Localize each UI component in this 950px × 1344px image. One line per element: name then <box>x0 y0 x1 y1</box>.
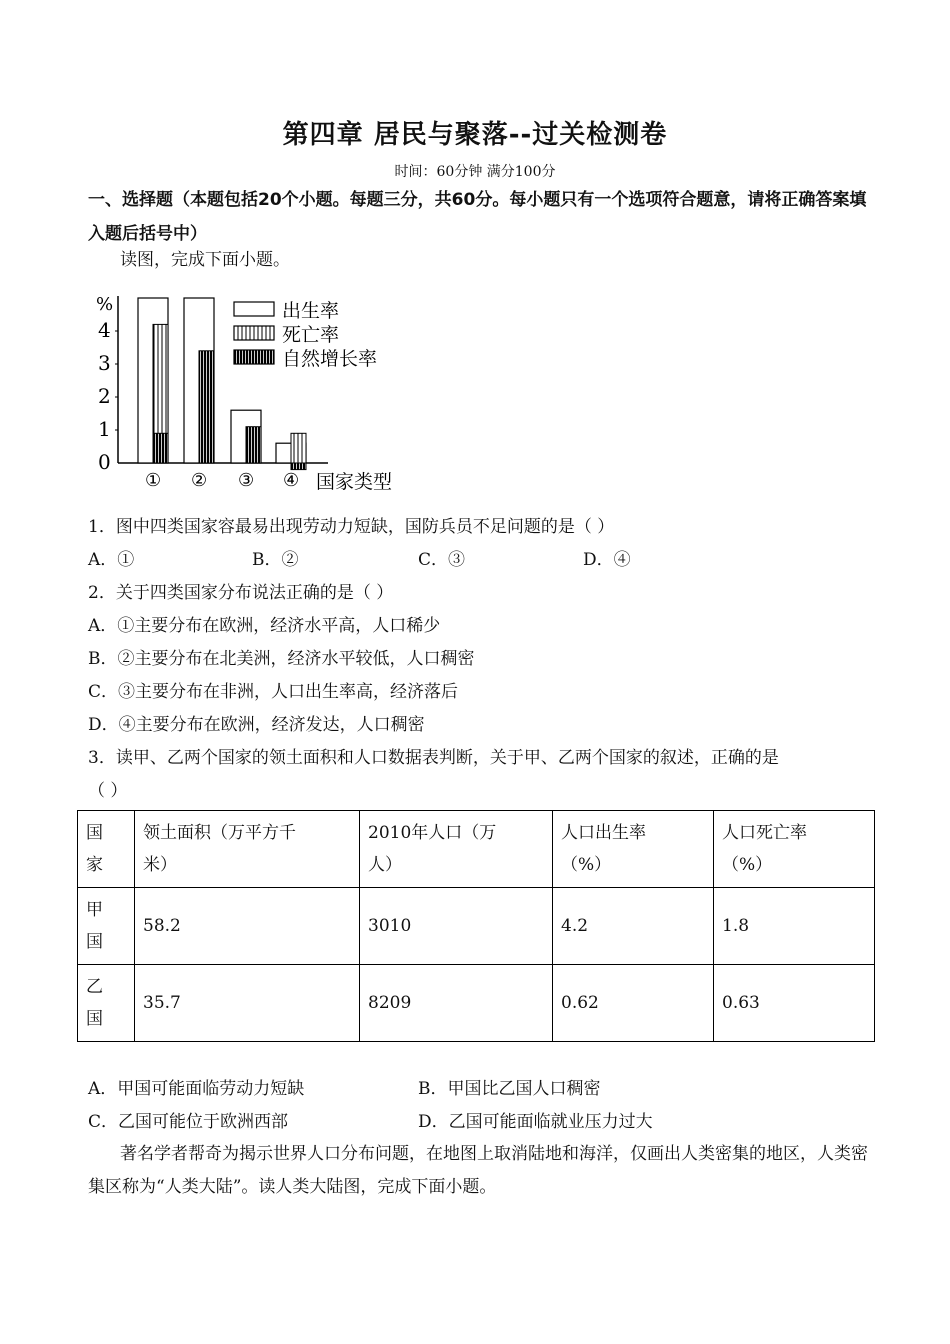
x-axis-label: 国家类型 <box>316 471 393 493</box>
cell-population: 3010 <box>360 888 553 965</box>
population-chart <box>88 288 418 498</box>
section-heading: 一、选择题（本题包括20个小题。每题三分，共60分。每小题只有一个选项符合题意，请将正确答案填入题后括号中） <box>88 190 867 244</box>
y-tick-label: 2 <box>98 384 111 408</box>
header-country: 国 家 <box>78 811 135 888</box>
cell-birth-rate: 4.2 <box>553 888 714 965</box>
header-population: 2010年人口（万 人） <box>360 811 553 888</box>
legend-death-rate-swatch <box>234 326 274 340</box>
passage-text: 著名学者帮奇为揭示世界人口分布问题，在地图上取消陆地和海洋，仅画出人类密集的地区，人类密集区称为“人类大陆”。读人类大陆图，完成下面小题。 <box>88 1144 868 1197</box>
q1-option-c[interactable]: C．③ <box>418 550 466 570</box>
legend-natural-growth-label: 自然增长率 <box>282 348 378 370</box>
q3-stem: 3．读甲、乙两个国家的领土面积和人口数据表判断，关于甲、乙两个国家的叙述，正确的是 <box>88 748 779 768</box>
natural-growth-bar <box>199 351 214 463</box>
cell-population: 8209 <box>360 965 553 1042</box>
q3-option-a[interactable]: A．甲国可能面临劳动力短缺 <box>88 1079 305 1099</box>
legend-birth-rate-swatch <box>234 302 274 316</box>
header-death-rate: 人口死亡率 （%） <box>714 811 875 888</box>
legend-natural-growth-swatch <box>234 350 274 364</box>
cell-area: 35.7 <box>135 965 360 1042</box>
cell-birth-rate: 0.62 <box>553 965 714 1042</box>
q2-option-b[interactable]: B．②主要分布在北美洲，经济水平较低，人口稠密 <box>88 649 475 669</box>
country-data-table <box>77 810 875 1042</box>
q2-option-d[interactable]: D．④主要分布在欧洲，经济发达，人口稠密 <box>88 715 425 735</box>
table-row <box>78 965 875 1042</box>
y-tick-label: 1 <box>98 417 111 441</box>
cell-death-rate: 0.63 <box>714 965 875 1042</box>
q1-option-b[interactable]: B．② <box>252 550 299 570</box>
legend-death-rate-label: 死亡率 <box>282 324 340 346</box>
q3-answer-paren: （ ） <box>88 781 128 801</box>
table-row <box>78 888 875 965</box>
intro-text: 读图，完成下面小题。 <box>120 250 290 270</box>
cell-area: 58.2 <box>135 888 360 965</box>
category-label: ④ <box>283 470 300 491</box>
natural-growth-bar <box>246 427 261 463</box>
cell-country: 甲 国 <box>78 888 135 965</box>
natural-growth-bar <box>291 463 306 470</box>
q3-option-d[interactable]: D．乙国可能面临就业压力过大 <box>418 1112 653 1132</box>
y-tick-label: 0 <box>98 450 111 474</box>
q2-option-a[interactable]: A．①主要分布在欧洲，经济水平高，人口稀少 <box>88 616 441 636</box>
q1-stem: 1．图中四类国家容最易出现劳动力短缺，国防兵员不足问题的是（ ） <box>88 517 615 537</box>
q2-stem: 2．关于四类国家分布说法正确的是（ ） <box>88 583 394 603</box>
q2-option-c[interactable]: C．③主要分布在非洲，人口出生率高，经济落后 <box>88 682 459 702</box>
legend-birth-rate-label: 出生率 <box>282 300 340 322</box>
table-header-row <box>78 811 875 888</box>
q1-option-a[interactable]: A．① <box>88 550 135 570</box>
death-rate-bar <box>291 433 306 463</box>
y-tick-label: 4 <box>98 318 111 342</box>
q3-option-c[interactable]: C．乙国可能位于欧洲西部 <box>88 1112 289 1132</box>
q1-option-d[interactable]: D．④ <box>583 550 631 570</box>
category-label: ③ <box>238 470 255 491</box>
y-tick-label: 3 <box>98 351 111 375</box>
cell-country: 乙 国 <box>78 965 135 1042</box>
category-label: ② <box>191 470 208 491</box>
y-axis-label: % <box>96 294 114 315</box>
exam-info: 时间：60分钟 满分100分 <box>394 164 556 180</box>
q3-option-b[interactable]: B．甲国比乙国人口稠密 <box>418 1079 601 1099</box>
header-area: 领土面积（万平方千 米） <box>135 811 360 888</box>
natural-growth-bar <box>153 433 168 463</box>
header-birth-rate: 人口出生率 （%） <box>553 811 714 888</box>
cell-death-rate: 1.8 <box>714 888 875 965</box>
page-title: 第四章 居民与聚落--过关检测卷 <box>282 120 668 150</box>
category-label: ① <box>145 470 162 491</box>
